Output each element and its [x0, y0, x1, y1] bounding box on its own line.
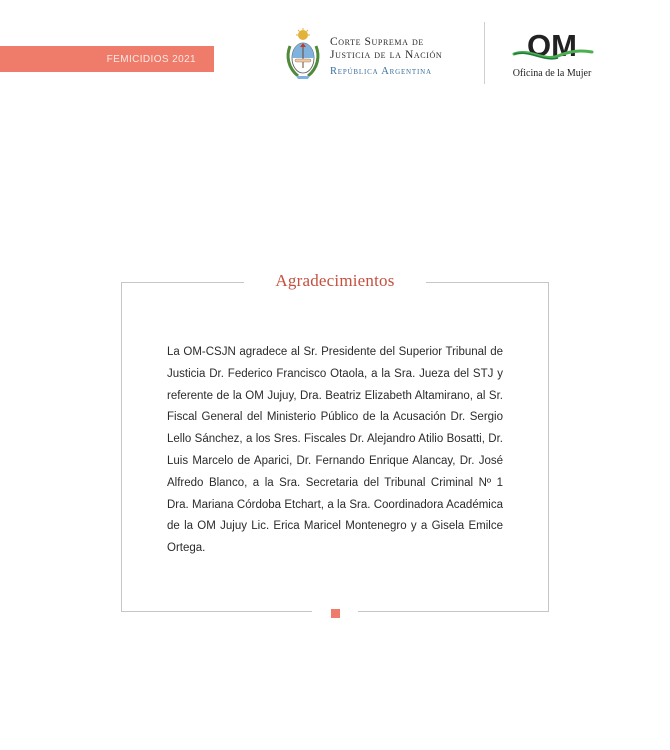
acknowledgements-text: La OM-CSJN agradece al Sr. Presidente del Superior Tribunal de Justicia Dr. Federico Francisco Otaola, a la Sra. Jueza del STJ y referente de la OM Jujuy, Dra. Beatriz Elizabeth Altamirano, al Sr. Fiscal General del Ministerio Público de la Acusación Dr. Sergio Lello Sánchez, a los Sres. Fiscales Dr. Alejandro Atilio Bosatti, Dr. Luis Marcelo de Aparici, Dr. Fernando Enrique Alancay, Dr. José Alfredo Blanco, a la Sra. Secretaria del Tribunal Criminal Nº 1 Dra. Mariana Córdoba Etchart, a la Sra. Coordinadora Académica de la OM Jujuy Lic. Erica Maricel Montenegro y a Gisela Emilce Ortega. — [167, 346, 503, 555]
om-caption: Oficina de la Mujer — [512, 68, 592, 79]
section-title: Agradecimientos — [275, 271, 395, 290]
csjn-title-line1: Corte Suprema de — [330, 36, 424, 48]
csjn-logo — [284, 24, 484, 86]
coat-of-arms-icon — [284, 28, 322, 80]
report-banner — [0, 46, 214, 72]
csjn-country: República Argentina — [330, 66, 432, 77]
csjn-title-line2: Justicia de la Nación — [330, 49, 443, 61]
om-letters: OM — [527, 28, 577, 63]
frame-bottom-ornament — [312, 606, 358, 620]
section-title-wrap — [244, 268, 426, 294]
square-marker-icon — [331, 609, 340, 618]
om-logo-mark — [510, 28, 594, 66]
logo-divider — [484, 22, 485, 84]
report-banner-label: FEMICIDIOS 2021 — [106, 53, 196, 65]
om-logo — [504, 28, 600, 84]
